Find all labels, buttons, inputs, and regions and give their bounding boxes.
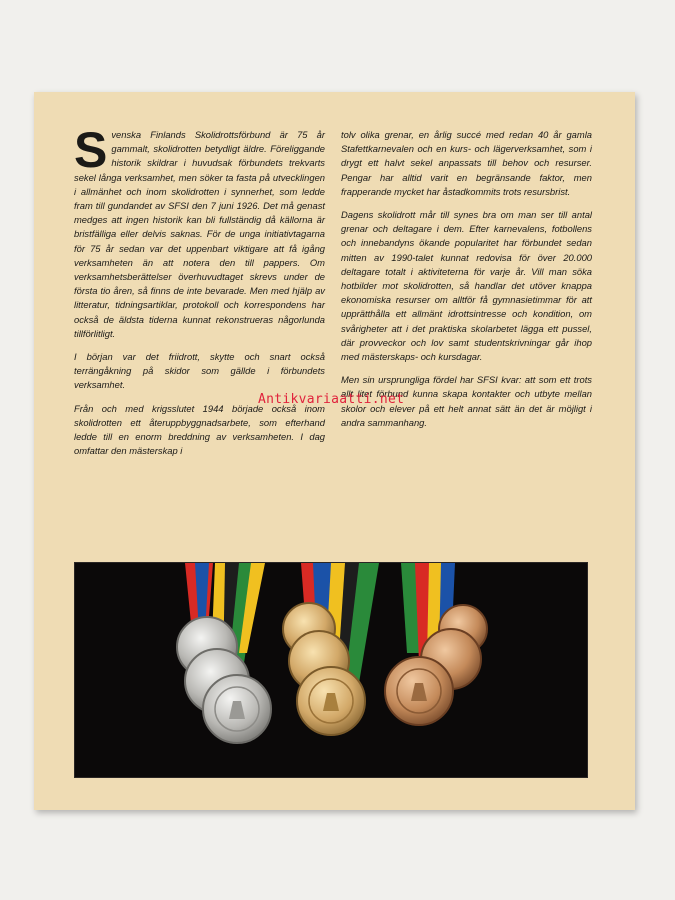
paragraph: I början var det friidrott, skytte och snart också terrängåkning på skidor som gällde i förbundets verksamhet. <box>74 351 325 391</box>
paragraph: Från och med krigsslutet 1944 började också inom skolidrotten ett återuppbyggnadsarbete, som efterhand ledde till en enorm breddning av verksamheten. I dag omfattar den mästerskap i <box>74 402 325 457</box>
paragraph-text: venska Finlands Skolidrottsförbund är 75 år gammalt, skolidrotten betydligt äldre. Föreliggande historik skildrar i huvudsak förbundets trekvarts sekel långa verksamhet, men söker ta fasta på utvecklingen i allmänhet och inom skolidrotten i synnerhet, som ledde fram till gundandet av SFSI den 7 juni 1926. Det må genast medges att ingen historik kan bli fullständig då källorna är bristfälliga eller delvis saknas. För de unga initiativtagarna för 75 år sedan var det uppenbart viktigare att få igång verksamheten än att notera den till pappers. Om verksamhetsberättelser överhuvudtaget skrevs under de första tio åren, så finns de inte bevarade. Men med hjälp av litteratur, tidningsartiklar, protokoll och korrespondens har också de äldsta tiderna kunnat rekonstrueras någorlunda tillförlitligt. <box>74 129 325 339</box>
paragraph: Dagens skolidrott mår till synes bra om man ser till antal grenar och deltagare i dem. Efter karnevalens, fotbollens och innebandyns ökande popularitet har förbundet sedan mitten av 1990-talet kunnat redovisa för över 20.000 deltagare totalt i aktiviteterna för varje år. Vill man söka hotbilder mot skolidrotten, så handlar det utöver knappa ekonomiska resurser om alltför få gymnasietimmar för att upprätthålla ett allmänt idrottsintresse och kondition, om svårigheter att i det praktiska skolarbetet lägga ett pussel, där provveckor och lov samt studentskrivningar går ihop med mästerskaps- och kursdagar. <box>341 209 592 363</box>
paragraph <box>74 122 325 341</box>
watermark-text: Antikvariaatti.net <box>258 392 405 407</box>
paragraph: Men sin ursprungliga fördel har SFSI kvar: att som ett trots allt litet förbund kunna skapa kontakter och utbyte mellan skolor och elever på ett helt annat sätt än det är möjligt i andra sammanhang. <box>341 374 592 428</box>
book-back-cover <box>34 92 635 810</box>
text-column-left <box>74 122 325 467</box>
drop-cap: S <box>74 122 108 178</box>
medals-photo <box>74 562 588 778</box>
paragraph: tolv olika grenar, en årlig succé med redan 40 år gamla Stafettkarnevalen och en kurs- och lägerverksamhet, som i drygt ett halvt sekel anpassats till behov och resurser. Pengar har alltid varit en begränsande faktor, men frapperande mycket har åstadkommits trots resursbrist. <box>341 129 592 197</box>
medals-illustration <box>75 563 587 777</box>
